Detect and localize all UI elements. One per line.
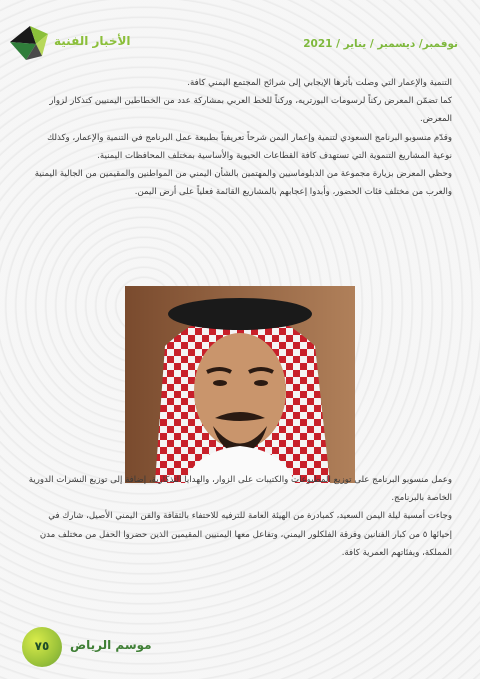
article-body-bottom — [27, 471, 452, 562]
section-label: موسم الرياض — [70, 638, 152, 652]
paragraph: وقدّم منسوبو البرنامج السعودي لتنمية وإعمار اليمن شرحاً تعريفياً بطبيعة عمل البرنامج في التنمية والإعمار، وكذلك نوعية المشاريع التنموية التي تستهدف كافة القطاعات الحيوية والأساسية بمختلف المحافظات اليمنية. — [47, 132, 452, 161]
triangle-logo-icon — [8, 22, 56, 64]
logo-text: الأخبار الفنية — [54, 34, 131, 48]
paragraph: التنمية والإعمار التي وصلت بأثرها الإيجابي إلى شرائح المجتمع اليمني كافة. — [187, 78, 452, 88]
issue-date: نوفمبر/ ديسمبر / يناير / 2021 — [303, 38, 458, 50]
article-body-top — [27, 74, 452, 201]
page-number-badge — [22, 627, 62, 667]
page-number: ٧٥ — [34, 639, 50, 653]
paragraph: وحظي المعرض بزيارة مجموعة من الدبلوماسيين والمهتمين بالشأن اليمني من المواطنين والمقيمين من الجالية اليمنية والعرب من مختلف فئات الحضور، وأبدوا إعجابهم بالمشاريع القائمة فعلياً على أرض اليمن. — [34, 169, 452, 198]
paragraph: كما تضمّن المعرض ركناً لرسومات البورتريه، وركناً للخط العربي بمشاركة عدد من الخطاطين اليمنيين كتذكار لزوار المعرض. — [49, 96, 452, 125]
paragraph: وجاءت أمسية ليلة اليمن السعيد، كمبادرة من الهيئة العامة للترفيه للاحتفاء بالثقافة والفن اليمني الأصيل، شارك في إحيائها ٥ من كبار الفنانين وفرقة الفلكلور اليمني، وتفاعل معها اليمنيين المقيمين الذين حضروا الحفل من مختلف مدن المملكة، وبفئاتهم العمرية كافة. — [39, 511, 452, 558]
paragraph: وعمل منسوبو البرنامج على توزيع المطبوعات والكتيبات على الزوار، والهدايا التذكارية، إضافة إلى توزيع النشرات الدورية الخاصة بالبرنامج. — [28, 475, 452, 504]
page-header — [0, 22, 480, 66]
portrait-photo — [125, 286, 355, 483]
publication-logo — [8, 22, 133, 64]
